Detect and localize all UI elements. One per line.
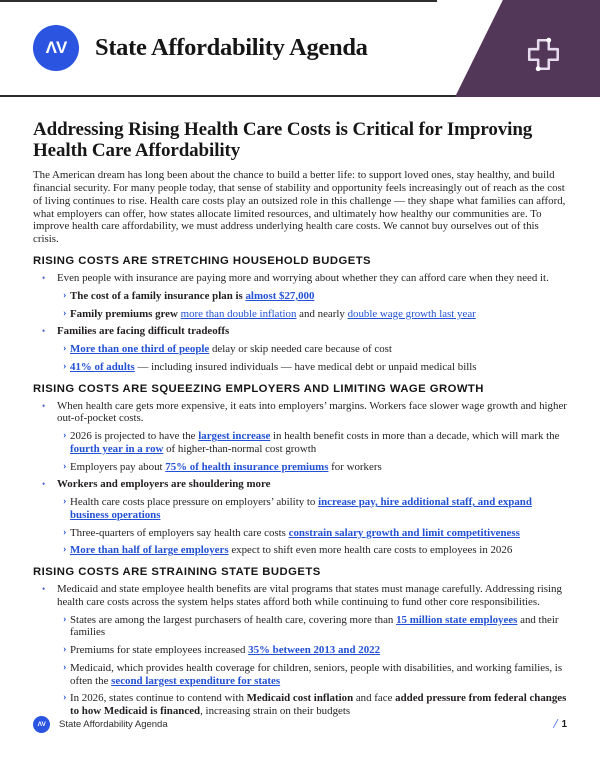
sub-bullet-item bbox=[33, 343, 567, 356]
text-run: Three-quarters of employers say health care costs bbox=[70, 526, 289, 539]
footer-brand-text: State Affordability Agenda bbox=[59, 719, 168, 730]
chevron-marker: › bbox=[63, 692, 67, 704]
bullet-list bbox=[33, 400, 567, 558]
text-run: Medicaid and state employee health benefits are vital programs that states must manage carefully. Addressing rising health care costs across the system helps states afford both while continuing to fund other core responsibilities. bbox=[57, 583, 562, 608]
text-run: Health care costs place pressure on employers’ ability to bbox=[70, 496, 319, 509]
bullet-text bbox=[70, 692, 566, 717]
page-header bbox=[0, 0, 600, 97]
chevron-marker: › bbox=[63, 544, 67, 556]
bullet-text bbox=[70, 496, 532, 521]
page-footer bbox=[33, 716, 567, 733]
bullet-text bbox=[70, 544, 512, 556]
inline-link[interactable]: fourth year in a row bbox=[70, 442, 164, 455]
text-run: — including insured individuals — have medical debt or unpaid medical bills bbox=[134, 360, 477, 373]
inline-link[interactable]: More than half of large employers bbox=[70, 544, 229, 557]
inline-link[interactable]: 41% of adults bbox=[70, 360, 135, 373]
bullet-list bbox=[33, 583, 567, 718]
text-run: Medicaid cost inflation bbox=[246, 692, 354, 705]
chevron-marker: › bbox=[63, 460, 67, 472]
inline-link[interactable]: almost $27,000 bbox=[245, 289, 315, 302]
content-section bbox=[33, 255, 567, 374]
sections bbox=[33, 255, 567, 718]
text-run: Even people with insurance are paying more and worrying about whether they can afford care when they need it. bbox=[57, 272, 549, 285]
text-run: of higher-than-normal cost growth bbox=[163, 442, 317, 455]
chevron-marker: › bbox=[63, 661, 67, 673]
bullet-item bbox=[33, 583, 567, 609]
bullet-text bbox=[70, 662, 562, 687]
bullet-item bbox=[33, 478, 567, 491]
brand-logo-glyph: ΛV bbox=[45, 37, 67, 57]
sub-bullet-item bbox=[33, 496, 567, 522]
bullet-item bbox=[33, 272, 567, 285]
sub-bullet-item bbox=[33, 461, 567, 474]
text-run: delay or skip needed care because of cost bbox=[209, 343, 392, 356]
bullet-dot-marker: • bbox=[42, 273, 46, 284]
inline-link[interactable]: 75% of health insurance premiums bbox=[165, 460, 329, 473]
inline-link[interactable]: second largest expenditure for states bbox=[111, 674, 281, 687]
sub-bullet-item bbox=[33, 644, 567, 657]
footer-logo-glyph: ΛV bbox=[37, 721, 46, 728]
brand-title: State Affordability Agenda bbox=[95, 33, 368, 61]
text-run: for workers bbox=[328, 460, 382, 473]
footer-logo bbox=[33, 716, 50, 733]
bullet-list bbox=[33, 272, 567, 374]
text-run: Premiums for state employees increased bbox=[70, 644, 249, 657]
chevron-marker: › bbox=[63, 343, 67, 355]
bullet-text bbox=[70, 644, 380, 656]
text-run: added pressure from federal changes to how Medicaid is financed bbox=[70, 692, 567, 718]
sub-bullet-item bbox=[33, 527, 567, 540]
text-run: Medicaid, which provides health coverage for children, seniors, people with disabilities, and working families, is often the bbox=[70, 661, 563, 687]
text-run: In 2026, states continue to contend with bbox=[70, 692, 247, 705]
bullet-dot-marker: • bbox=[42, 584, 46, 595]
inline-link[interactable]: double wage growth last year bbox=[347, 307, 476, 320]
text-run: expect to shift even more health care costs to employees in 2026 bbox=[228, 544, 513, 557]
text-run: and their families bbox=[70, 613, 559, 639]
bullet-item bbox=[33, 400, 567, 426]
text-run: Families are facing difficult tradeoffs bbox=[57, 325, 230, 338]
chevron-marker: › bbox=[63, 289, 67, 301]
inline-link[interactable]: largest increase bbox=[198, 430, 271, 443]
section-heading: RISING COSTS ARE STRETCHING HOUSEHOLD BUDGETS bbox=[33, 255, 372, 268]
bullet-text bbox=[57, 478, 270, 490]
sub-bullet-item bbox=[33, 692, 567, 718]
text-run: When health care gets more expensive, it eats into employers’ margins. Workers face slower wage growth and higher out-of-pocket costs. bbox=[57, 399, 567, 425]
sub-bullet-item bbox=[33, 290, 567, 303]
bullet-text bbox=[70, 430, 559, 455]
bullet-text bbox=[57, 400, 567, 425]
bullet-text bbox=[70, 361, 477, 373]
chevron-marker: › bbox=[63, 613, 67, 625]
bullet-dot-marker: • bbox=[42, 326, 46, 337]
chevron-marker: › bbox=[63, 496, 67, 508]
brand-logo bbox=[33, 25, 79, 71]
chevron-marker: › bbox=[63, 360, 67, 372]
bullet-text bbox=[70, 614, 559, 639]
bullet-text bbox=[70, 461, 382, 473]
bullet-text bbox=[57, 272, 549, 284]
inline-link[interactable]: 15 million state employees bbox=[396, 613, 518, 626]
text-run: Family premiums grew bbox=[70, 307, 181, 320]
text-run: Employers pay about bbox=[70, 460, 166, 473]
page-number-slash: / bbox=[553, 716, 558, 732]
text-run: 2026 is projected to have the bbox=[70, 430, 199, 443]
section-heading: RISING COSTS ARE STRAINING STATE BUDGETS bbox=[33, 566, 321, 579]
sub-bullet-item bbox=[33, 614, 567, 640]
chevron-marker: › bbox=[63, 430, 67, 442]
sub-bullet-item bbox=[33, 308, 567, 321]
bullet-text bbox=[70, 308, 476, 320]
text-run: Workers and employers are shouldering more bbox=[57, 478, 271, 491]
bullet-item bbox=[33, 325, 567, 338]
bullet-text bbox=[57, 583, 562, 608]
bullet-text bbox=[70, 527, 520, 539]
sub-bullet-item bbox=[33, 430, 567, 456]
content-section bbox=[33, 566, 567, 718]
sub-bullet-item bbox=[33, 544, 567, 557]
bullet-dot-marker: • bbox=[42, 479, 46, 490]
text-run: and face bbox=[353, 692, 396, 705]
bullet-text bbox=[70, 343, 392, 355]
page-number bbox=[554, 718, 567, 732]
text-run: and nearly bbox=[296, 307, 348, 320]
text-run: States are among the largest purchasers of health care, covering more than bbox=[70, 613, 397, 626]
chevron-marker: › bbox=[63, 307, 67, 319]
chevron-marker: › bbox=[63, 526, 67, 538]
intro-paragraph: The American dream has long been about the chance to build a better life: to support loved ones, stay healthy, and build financial security. For many people today, that sense of stability and opportunity feels increasingly out of reach as the cost of living continues to rise. Health care costs play an outsized role in this challenge — they shape what families can afford, what employers can offer, how states allocate limited resources, and ultimately how healthy our communities are. To improve health care affordability, we must address underlying health care costs. We cannot buy ourselves out of this crisis. bbox=[33, 168, 566, 246]
header-ribbon bbox=[455, 0, 600, 97]
text-run: The cost of a family insurance plan is bbox=[70, 289, 246, 302]
medical-cross-icon bbox=[525, 36, 563, 74]
text-run: , increasing strain on their budgets bbox=[200, 705, 351, 718]
article-title: Addressing Rising Health Care Costs is Critical for Improving Health Care Affordability bbox=[33, 119, 533, 162]
inline-link[interactable]: more than double inflation bbox=[180, 307, 297, 320]
inline-link[interactable]: increase pay, hire additional staff, and expand business operations bbox=[70, 496, 532, 521]
sub-bullet-item bbox=[33, 662, 567, 688]
bullet-text bbox=[70, 290, 314, 302]
text-run: in health benefit costs in more than a decade, which will mark the bbox=[270, 430, 560, 443]
content-section bbox=[33, 383, 567, 558]
inline-link[interactable]: More than one third of people bbox=[70, 343, 210, 356]
chevron-marker: › bbox=[63, 644, 67, 656]
bullet-dot-marker: • bbox=[42, 400, 46, 411]
page-number-value: 1 bbox=[561, 719, 567, 730]
inline-link[interactable]: 35% between 2013 and 2022 bbox=[248, 644, 381, 657]
sub-bullet-item bbox=[33, 361, 567, 374]
section-heading: RISING COSTS ARE SQUEEZING EMPLOYERS AND LIMITING WAGE GROWTH bbox=[33, 382, 484, 395]
article bbox=[0, 97, 600, 718]
inline-link[interactable]: constrain salary growth and limit competitiveness bbox=[288, 526, 520, 539]
bullet-text bbox=[57, 325, 229, 337]
